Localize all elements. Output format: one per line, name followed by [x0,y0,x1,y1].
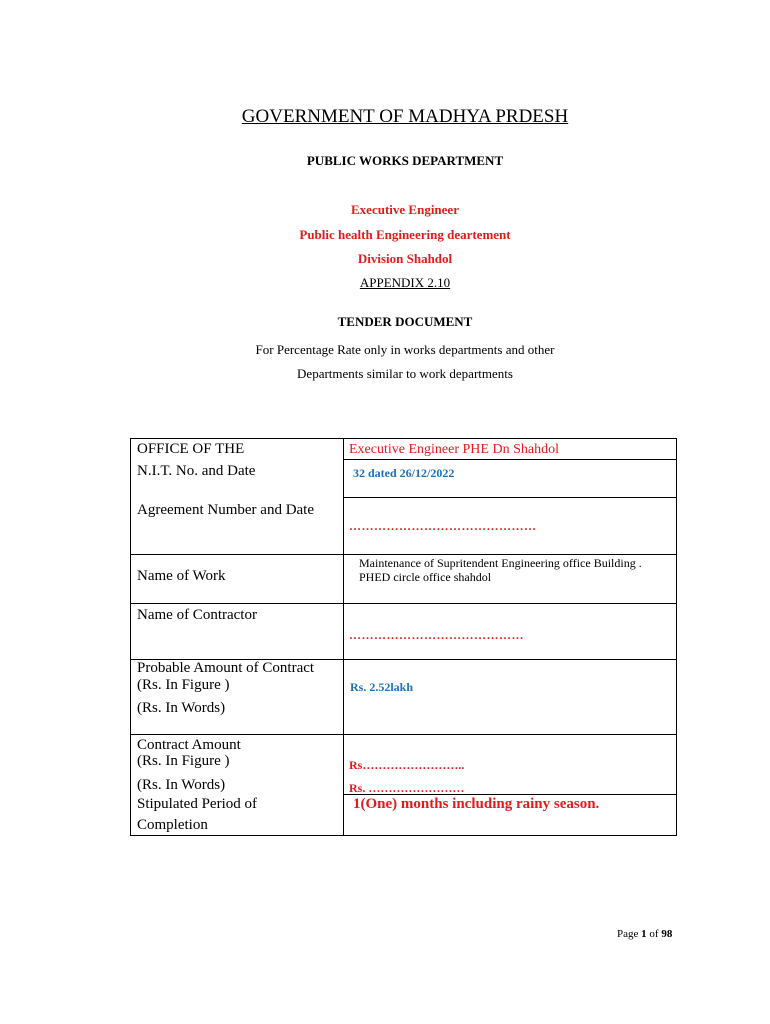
row-divider [343,497,677,498]
contract-amount-label: Contract Amount [137,737,241,753]
table-border-left [130,438,131,836]
contractor-value: …………………………………… [349,628,524,642]
contractor-label: Name of Contractor [137,607,257,623]
page-of: of [646,928,662,940]
document-title: GOVERNMENT OF MADHYA PRDESH [241,106,569,127]
row-divider [130,734,677,735]
probable-words-label: (Rs. In Words) [137,700,226,716]
work-value-line-2: PHED circle office shahdol [359,570,492,584]
nit-value: 32 dated 26/12/2022 [353,466,455,480]
period-label-line-2: Completion [137,817,208,833]
work-value-line-1: Maintenance of Supritendent Engineering office Building . [359,556,642,570]
period-value: 1(One) months including rainy season. [353,796,600,812]
phe-heading: Public health Engineering deartement [299,227,511,242]
work-label: Name of Work [137,568,226,584]
tender-document-heading: TENDER DOCUMENT [337,314,473,329]
division-heading: Division Shahdol [357,251,453,266]
probable-amount-value: Rs. 2.52lakh [350,680,414,694]
percentage-rate-line-2: Departments similar to work departments [297,366,513,381]
office-label: OFFICE OF THE [137,441,245,457]
probable-amount-label: Probable Amount of Contract [137,660,315,676]
contract-words-label: (Rs. In Words) [137,777,226,793]
office-value: Executive Engineer PHE Dn Shahdol [349,442,559,457]
row-divider [343,459,677,460]
agreement-label: Agreement Number and Date [137,502,315,518]
period-label-line-1: Stipulated Period of [137,796,257,812]
executive-engineer-heading: Executive Engineer [351,202,459,217]
nit-label: N.I.T. No. and Date [137,463,256,479]
page-total: 98 [661,928,673,940]
agreement-value: ……………………………………… [349,519,537,533]
table-border-bottom [130,835,677,836]
page-number [617,928,672,940]
appendix-label: APPENDIX 2.10 [359,275,451,290]
page-prefix: Page [617,928,642,940]
contract-figure-value: Rs…………………….. [349,758,465,772]
page-current: 1 [641,928,647,940]
row-divider [130,603,677,604]
table-border-top [130,438,677,439]
probable-figure-label: (Rs. In Figure ) [137,677,230,693]
percentage-rate-line-1: For Percentage Rate only in works departments and other [255,342,555,357]
row-divider [130,554,677,555]
contract-words-value: Rs. …………………… [349,781,465,795]
contract-figure-label: (Rs. In Figure ) [137,753,230,769]
department-name: PUBLIC WORKS DEPARTMENT [306,153,504,168]
